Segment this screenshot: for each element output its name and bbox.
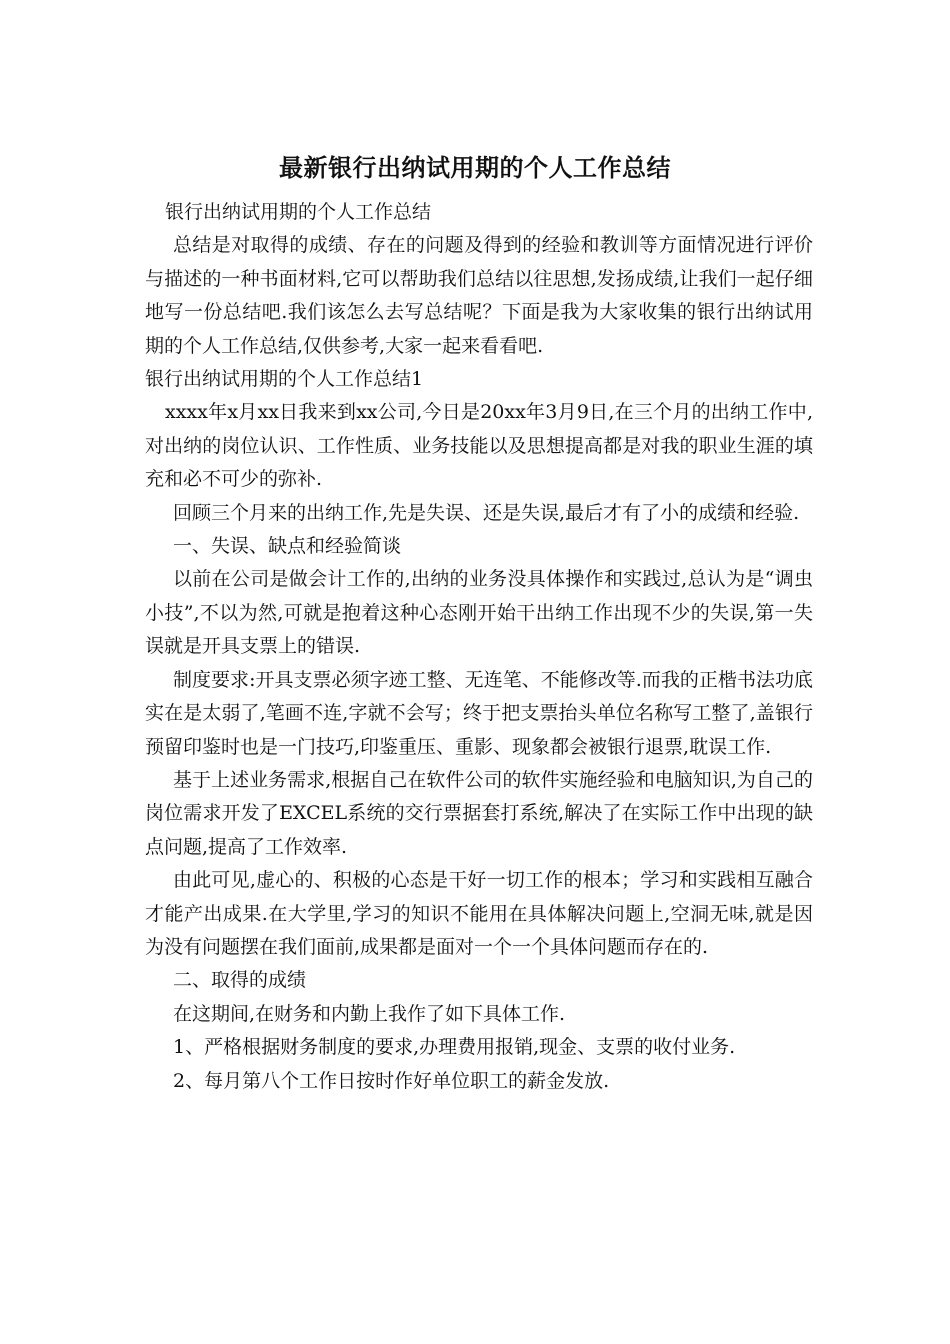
list-item: 2、每月第八个工作日按时作好单位职工的薪金发放. — [173, 1069, 610, 1092]
subheading-achievements: 二、取得的成绩 — [173, 969, 307, 992]
body-paragraph: 回顾三个月来的出纳工作,先是失误、还是失误,最后才有了小的成绩和经验. — [173, 501, 800, 524]
document-title: 最新银行出纳试用期的个人工作总结 — [279, 154, 671, 182]
body-paragraph: 制度要求:开具支票必须字迹工整、无连笔、不能修改等.而我的正楷书法功底实在是太弱了,笔画不连,字就不会写；终于把支票抬头单位名称写工整了,盖银行预留印鉴时也是一门技巧,印鉴重压、重影、现象都会被银行退票,耽误工作. — [145, 668, 813, 758]
document-body — [145, 196, 813, 1098]
list-item: 1、严格根据财务制度的要求,办理费用报销,现金、支票的收付业务. — [173, 1036, 736, 1059]
body-paragraph: 以前在公司是做会计工作的,出纳的业务没具体操作和实践过,总认为是“调虫小技”,不以为然,可就是抱着这种心态刚开始干出纳工作出现不少的失误,第一失误就是开具支票上的错误. — [145, 568, 813, 658]
body-paragraph: 在这期间,在财务和内勤上我作了如下具体工作. — [173, 1002, 566, 1025]
body-paragraph: 基于上述业务需求,根据自己在软件公司的软件实施经验和电脑知识,为自己的岗位需求开发了EXCEL系统的交行票据套打系统,解决了在实际工作中出现的缺点问题,提高了工作效率. — [145, 768, 813, 858]
subtitle-paragraph: 银行出纳试用期的个人工作总结 — [165, 201, 432, 223]
subheading-mistakes: 一、失误、缺点和经验简谈 — [173, 535, 402, 558]
body-paragraph: 由此可见,虚心的、积极的心态是干好一切工作的根本；学习和实践相互融合才能产出成果.在大学里,学习的知识不能用在具体解决问题上,空洞无味,就是因为没有问题摆在我们面前,成果都是面对一个一个具体问题而存在的. — [145, 869, 813, 958]
intro-paragraph: 总结是对取得的成绩、存在的问题及得到的经验和教训等方面情况进行评价与描述的一种书面材料,它可以帮助我们总结以往思想,发扬成绩,让我们一起仔细地写一份总结吧.我们该怎么去写总结呢？下面是我为大家收集的银行出纳试用期的个人工作总结,仅供参考,大家一起来看看吧. — [145, 234, 813, 357]
body-paragraph: xxxx年x月xx日我来到xx公司,今日是20xx年3月9日,在三个月的出纳工作中,对出纳的岗位认识、工作性质、业务技能以及思想提高都是对我的职业生涯的填充和必不可少的弥补. — [145, 401, 813, 491]
section-heading-1: 银行出纳试用期的个人工作总结1 — [145, 368, 424, 391]
